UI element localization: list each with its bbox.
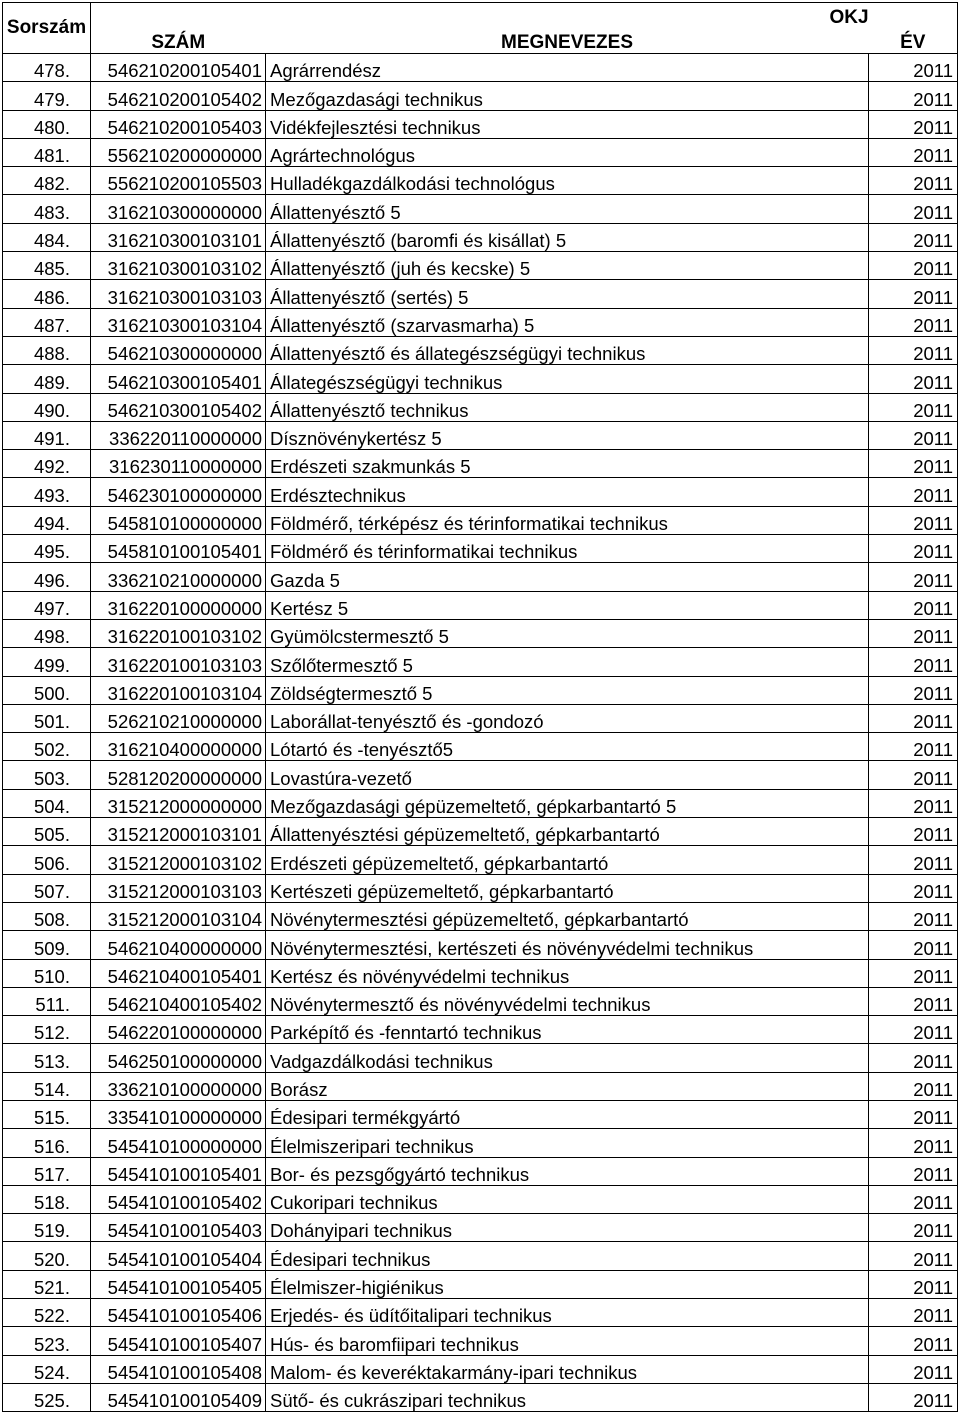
row-number: 485. xyxy=(3,252,91,280)
qualification-name: Gyümölcstermesztő 5 xyxy=(266,619,869,647)
table-row xyxy=(3,138,958,166)
row-number: 493. xyxy=(3,478,91,506)
row-number: 508. xyxy=(3,902,91,930)
qualification-name: Növénytermesztési gépüzemeltető, gépkarbantartó xyxy=(266,902,869,930)
qualification-name: Állattenyésztő 5 xyxy=(266,195,869,223)
year: 2011 xyxy=(869,648,958,676)
year: 2011 xyxy=(869,506,958,534)
qualification-name: Parképítő és -fenntartó technikus xyxy=(266,1016,869,1044)
qualification-name: Kertészeti gépüzemeltető, gépkarbantartó xyxy=(266,874,869,902)
table-row xyxy=(3,421,958,449)
qualification-name: Sütő- és cukrászipari technikus xyxy=(266,1383,869,1411)
okj-code: 336210210000000 xyxy=(91,563,266,591)
qualification-name: Állattenyésztési gépüzemeltető, gépkarbantartó xyxy=(266,818,869,846)
okj-code: 315212000103104 xyxy=(91,902,266,930)
okj-code: 316210300103102 xyxy=(91,252,266,280)
table-row xyxy=(3,82,958,110)
row-number: 524. xyxy=(3,1355,91,1383)
year: 2011 xyxy=(869,280,958,308)
okj-code: 545810100105401 xyxy=(91,535,266,563)
qualification-name: Dísznövénykertész 5 xyxy=(266,421,869,449)
row-number: 492. xyxy=(3,450,91,478)
qualification-name: Lovastúra-vezető xyxy=(266,761,869,789)
table-row xyxy=(3,1072,958,1100)
year: 2011 xyxy=(869,959,958,987)
row-number: 494. xyxy=(3,506,91,534)
okj-code: 546210200105401 xyxy=(91,54,266,82)
qualification-name: Bor- és pezsgőgyártó technikus xyxy=(266,1157,869,1185)
row-number: 506. xyxy=(3,846,91,874)
qualification-name: Földmérő, térképész és térinformatikai technikus xyxy=(266,506,869,534)
table-row xyxy=(3,167,958,195)
qualification-name: Malom- és keveréktakarmány-ipari technikus xyxy=(266,1355,869,1383)
okj-code: 316210400000000 xyxy=(91,733,266,761)
qualification-name: Szőlőtermesztő 5 xyxy=(266,648,869,676)
table-body xyxy=(3,54,958,1412)
qualification-name: Erdészeti gépüzemeltető, gépkarbantartó xyxy=(266,846,869,874)
okj-code: 316220100103104 xyxy=(91,676,266,704)
year: 2011 xyxy=(869,987,958,1015)
row-number: 525. xyxy=(3,1383,91,1411)
year: 2011 xyxy=(869,761,958,789)
year: 2011 xyxy=(869,1383,958,1411)
year: 2011 xyxy=(869,1270,958,1298)
okj-code: 546210300105401 xyxy=(91,365,266,393)
qualification-name: Erdészeti szakmunkás 5 xyxy=(266,450,869,478)
table-row xyxy=(3,1299,958,1327)
qualification-name: Növénytermesztő és növényvédelmi technikus xyxy=(266,987,869,1015)
table-row xyxy=(3,478,958,506)
okj-code: 556210200000000 xyxy=(91,138,266,166)
okj-code: 546230100000000 xyxy=(91,478,266,506)
qualification-name: Zöldségtermesztő 5 xyxy=(266,676,869,704)
okj-code: 546210400105402 xyxy=(91,987,266,1015)
year: 2011 xyxy=(869,195,958,223)
row-number: 522. xyxy=(3,1299,91,1327)
table-row xyxy=(3,1327,958,1355)
table-row xyxy=(3,761,958,789)
year: 2011 xyxy=(869,733,958,761)
okj-code: 546210200105402 xyxy=(91,82,266,110)
header-megnevezes: MEGNEVEZES xyxy=(266,28,869,54)
year: 2011 xyxy=(869,846,958,874)
okj-code: 545410100105402 xyxy=(91,1185,266,1213)
table-row xyxy=(3,846,958,874)
okj-code: 545410100105403 xyxy=(91,1214,266,1242)
header-row-bottom xyxy=(3,28,958,54)
okj-code: 528120200000000 xyxy=(91,761,266,789)
row-number: 500. xyxy=(3,676,91,704)
row-number: 507. xyxy=(3,874,91,902)
qualification-name: Édesipari technikus xyxy=(266,1242,869,1270)
year: 2011 xyxy=(869,1355,958,1383)
qualification-name: Hús- és baromfiipari technikus xyxy=(266,1327,869,1355)
year: 2011 xyxy=(869,1214,958,1242)
row-number: 520. xyxy=(3,1242,91,1270)
header-okj: OKJ xyxy=(91,3,869,29)
year: 2011 xyxy=(869,252,958,280)
table-row xyxy=(3,733,958,761)
row-number: 510. xyxy=(3,959,91,987)
row-number: 505. xyxy=(3,818,91,846)
okj-code: 545410100105401 xyxy=(91,1157,266,1185)
year: 2011 xyxy=(869,1129,958,1157)
okj-code: 546210200105403 xyxy=(91,110,266,138)
row-number: 497. xyxy=(3,591,91,619)
table-row xyxy=(3,336,958,364)
year: 2011 xyxy=(869,54,958,82)
okj-code: 545410100105408 xyxy=(91,1355,266,1383)
row-number: 478. xyxy=(3,54,91,82)
year: 2011 xyxy=(869,676,958,704)
table-row xyxy=(3,931,958,959)
table-row xyxy=(3,195,958,223)
table-row xyxy=(3,591,958,619)
table-row xyxy=(3,987,958,1015)
table-header xyxy=(3,3,958,54)
qualification-name: Állattenyésztő (baromfi és kisállat) 5 xyxy=(266,223,869,251)
qualification-name: Élelmiszeripari technikus xyxy=(266,1129,869,1157)
qualification-name: Állattenyésztő technikus xyxy=(266,393,869,421)
table-row xyxy=(3,1129,958,1157)
okj-qualifications-table xyxy=(2,2,958,1412)
row-number: 518. xyxy=(3,1185,91,1213)
okj-code: 546220100000000 xyxy=(91,1016,266,1044)
qualification-name: Állattenyésztő (juh és kecske) 5 xyxy=(266,252,869,280)
okj-code: 315212000103102 xyxy=(91,846,266,874)
table-row xyxy=(3,535,958,563)
year: 2011 xyxy=(869,1072,958,1100)
qualification-name: Állattenyésztő (szarvasmarha) 5 xyxy=(266,308,869,336)
table-row xyxy=(3,1383,958,1411)
header-blank xyxy=(869,3,958,29)
okj-code: 546210300000000 xyxy=(91,336,266,364)
row-number: 499. xyxy=(3,648,91,676)
okj-code: 316220100103102 xyxy=(91,619,266,647)
year: 2011 xyxy=(869,1157,958,1185)
table-row xyxy=(3,902,958,930)
row-number: 519. xyxy=(3,1214,91,1242)
row-number: 489. xyxy=(3,365,91,393)
row-number: 514. xyxy=(3,1072,91,1100)
table-row xyxy=(3,280,958,308)
qualification-name: Vidékfejlesztési technikus xyxy=(266,110,869,138)
row-number: 496. xyxy=(3,563,91,591)
year: 2011 xyxy=(869,421,958,449)
table-row xyxy=(3,676,958,704)
year: 2011 xyxy=(869,138,958,166)
okj-code: 316230110000000 xyxy=(91,450,266,478)
table-row xyxy=(3,393,958,421)
row-number: 521. xyxy=(3,1270,91,1298)
row-number: 491. xyxy=(3,421,91,449)
year: 2011 xyxy=(869,563,958,591)
okj-code: 316220100103103 xyxy=(91,648,266,676)
okj-table-sheet xyxy=(2,2,957,1412)
okj-code: 556210200105503 xyxy=(91,167,266,195)
year: 2011 xyxy=(869,82,958,110)
okj-code: 316210300103101 xyxy=(91,223,266,251)
qualification-name: Borász xyxy=(266,1072,869,1100)
qualification-name: Dohányipari technikus xyxy=(266,1214,869,1242)
okj-code: 546210400000000 xyxy=(91,931,266,959)
header-sorszam: Sorszám xyxy=(3,3,91,54)
year: 2011 xyxy=(869,902,958,930)
okj-code: 526210210000000 xyxy=(91,704,266,732)
year: 2011 xyxy=(869,619,958,647)
table-row xyxy=(3,1270,958,1298)
row-number: 517. xyxy=(3,1157,91,1185)
qualification-name: Kertész és növényvédelmi technikus xyxy=(266,959,869,987)
okj-code: 545410100000000 xyxy=(91,1129,266,1157)
row-number: 515. xyxy=(3,1100,91,1128)
year: 2011 xyxy=(869,704,958,732)
row-number: 484. xyxy=(3,223,91,251)
row-number: 481. xyxy=(3,138,91,166)
year: 2011 xyxy=(869,223,958,251)
year: 2011 xyxy=(869,1100,958,1128)
qualification-name: Laborállat-tenyésztő és -gondozó xyxy=(266,704,869,732)
table-row xyxy=(3,252,958,280)
table-row xyxy=(3,365,958,393)
table-row xyxy=(3,959,958,987)
qualification-name: Mezőgazdasági technikus xyxy=(266,82,869,110)
year: 2011 xyxy=(869,789,958,817)
qualification-name: Vadgazdálkodási technikus xyxy=(266,1044,869,1072)
year: 2011 xyxy=(869,535,958,563)
year: 2011 xyxy=(869,1299,958,1327)
year: 2011 xyxy=(869,818,958,846)
okj-code: 315212000103101 xyxy=(91,818,266,846)
okj-code: 545410100105407 xyxy=(91,1327,266,1355)
row-number: 482. xyxy=(3,167,91,195)
row-number: 498. xyxy=(3,619,91,647)
table-row xyxy=(3,110,958,138)
table-row xyxy=(3,450,958,478)
year: 2011 xyxy=(869,874,958,902)
row-number: 480. xyxy=(3,110,91,138)
row-number: 483. xyxy=(3,195,91,223)
okj-code: 315212000103103 xyxy=(91,874,266,902)
okj-code: 316220100000000 xyxy=(91,591,266,619)
year: 2011 xyxy=(869,393,958,421)
table-row xyxy=(3,704,958,732)
table-row xyxy=(3,1100,958,1128)
qualification-name: Élelmiszer-higiénikus xyxy=(266,1270,869,1298)
okj-code: 545410100105409 xyxy=(91,1383,266,1411)
okj-code: 335410100000000 xyxy=(91,1100,266,1128)
row-number: 495. xyxy=(3,535,91,563)
table-row xyxy=(3,874,958,902)
row-number: 513. xyxy=(3,1044,91,1072)
year: 2011 xyxy=(869,308,958,336)
table-row xyxy=(3,1157,958,1185)
okj-code: 545410100105405 xyxy=(91,1270,266,1298)
qualification-name: Állattenyésztő (sertés) 5 xyxy=(266,280,869,308)
qualification-name: Erdésztechnikus xyxy=(266,478,869,506)
row-number: 488. xyxy=(3,336,91,364)
year: 2011 xyxy=(869,1044,958,1072)
row-number: 490. xyxy=(3,393,91,421)
row-number: 523. xyxy=(3,1327,91,1355)
row-number: 512. xyxy=(3,1016,91,1044)
table-row xyxy=(3,1044,958,1072)
year: 2011 xyxy=(869,1242,958,1270)
okj-code: 336210100000000 xyxy=(91,1072,266,1100)
table-row xyxy=(3,308,958,336)
row-number: 504. xyxy=(3,789,91,817)
okj-code: 316210300103103 xyxy=(91,280,266,308)
qualification-name: Cukoripari technikus xyxy=(266,1185,869,1213)
year: 2011 xyxy=(869,1185,958,1213)
row-number: 486. xyxy=(3,280,91,308)
qualification-name: Földmérő és térinformatikai technikus xyxy=(266,535,869,563)
qualification-name: Állategészségügyi technikus xyxy=(266,365,869,393)
qualification-name: Agrárrendész xyxy=(266,54,869,82)
table-row xyxy=(3,506,958,534)
table-row xyxy=(3,818,958,846)
row-number: 479. xyxy=(3,82,91,110)
header-szam: SZÁM xyxy=(91,28,266,54)
qualification-name: Agrártechnológus xyxy=(266,138,869,166)
year: 2011 xyxy=(869,336,958,364)
table-row xyxy=(3,1355,958,1383)
okj-code: 336220110000000 xyxy=(91,421,266,449)
qualification-name: Növénytermesztési, kertészeti és növényvédelmi technikus xyxy=(266,931,869,959)
table-row xyxy=(3,1185,958,1213)
header-row-top xyxy=(3,3,958,29)
year: 2011 xyxy=(869,450,958,478)
okj-code: 545810100000000 xyxy=(91,506,266,534)
okj-code: 316210300103104 xyxy=(91,308,266,336)
qualification-name: Kertész 5 xyxy=(266,591,869,619)
okj-code: 545410100105404 xyxy=(91,1242,266,1270)
year: 2011 xyxy=(869,110,958,138)
row-number: 502. xyxy=(3,733,91,761)
okj-code: 545410100105406 xyxy=(91,1299,266,1327)
table-row xyxy=(3,789,958,817)
qualification-name: Erjedés- és üdítőitalipari technikus xyxy=(266,1299,869,1327)
qualification-name: Hulladékgazdálkodási technológus xyxy=(266,167,869,195)
year: 2011 xyxy=(869,931,958,959)
qualification-name: Gazda 5 xyxy=(266,563,869,591)
row-number: 501. xyxy=(3,704,91,732)
okj-code: 546210300105402 xyxy=(91,393,266,421)
okj-code: 546210400105401 xyxy=(91,959,266,987)
year: 2011 xyxy=(869,1016,958,1044)
table-row xyxy=(3,648,958,676)
qualification-name: Mezőgazdasági gépüzemeltető, gépkarbantartó 5 xyxy=(266,789,869,817)
row-number: 509. xyxy=(3,931,91,959)
table-row xyxy=(3,619,958,647)
table-row xyxy=(3,54,958,82)
year: 2011 xyxy=(869,478,958,506)
row-number: 487. xyxy=(3,308,91,336)
qualification-name: Lótartó és -tenyésztő5 xyxy=(266,733,869,761)
table-row xyxy=(3,1242,958,1270)
year: 2011 xyxy=(869,365,958,393)
okj-code: 546250100000000 xyxy=(91,1044,266,1072)
year: 2011 xyxy=(869,591,958,619)
okj-code: 315212000000000 xyxy=(91,789,266,817)
okj-code: 316210300000000 xyxy=(91,195,266,223)
qualification-name: Édesipari termékgyártó xyxy=(266,1100,869,1128)
qualification-name: Állattenyésztő és állategészségügyi technikus xyxy=(266,336,869,364)
table-row xyxy=(3,223,958,251)
table-row xyxy=(3,1214,958,1242)
year: 2011 xyxy=(869,167,958,195)
table-row xyxy=(3,563,958,591)
row-number: 511. xyxy=(3,987,91,1015)
row-number: 516. xyxy=(3,1129,91,1157)
year: 2011 xyxy=(869,1327,958,1355)
table-row xyxy=(3,1016,958,1044)
row-number: 503. xyxy=(3,761,91,789)
header-ev: ÉV xyxy=(869,28,958,54)
